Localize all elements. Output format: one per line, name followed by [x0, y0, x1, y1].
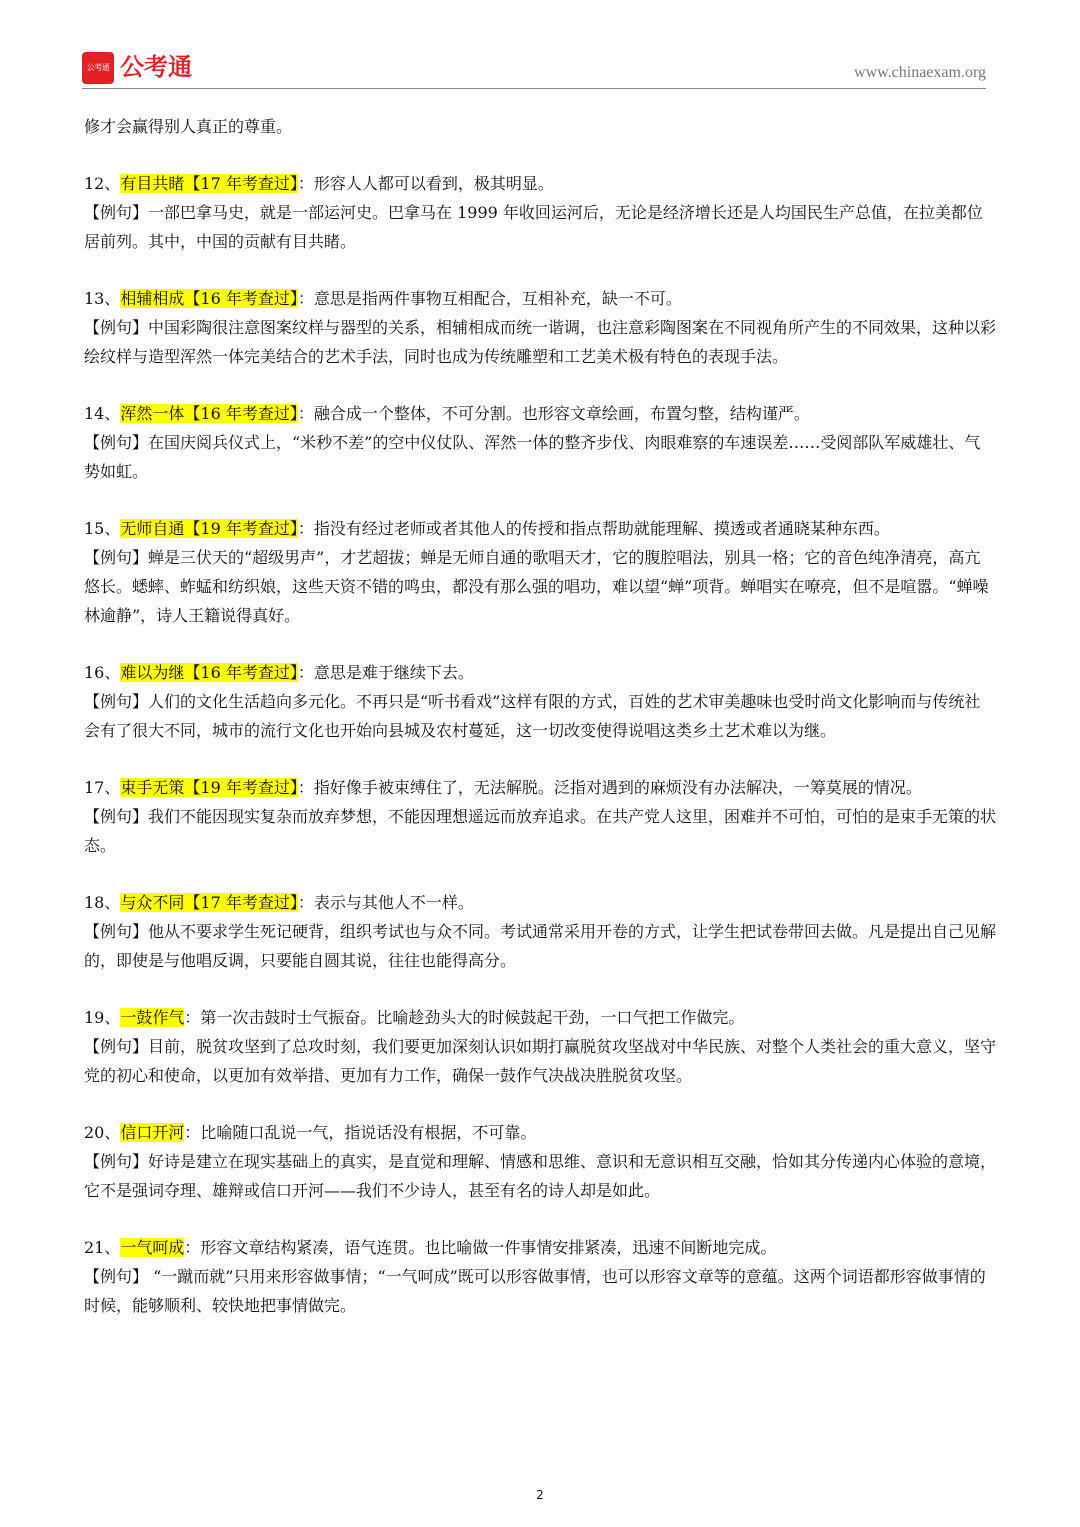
idiom-term: 浑然一体 — [120, 404, 185, 423]
idiom-entry — [84, 658, 996, 745]
idiom-definition: ：意思是指两件事物互相配合，互相补充，缺一不可。 — [297, 289, 682, 308]
idiom-definition: ：比喻随口乱说一气，指说话没有根据，不可靠。 — [184, 1123, 537, 1142]
idiom-entry — [84, 1118, 996, 1205]
idiom-definition-line — [84, 514, 996, 543]
idiom-term: 无师自通 — [120, 519, 185, 538]
idiom-entry — [84, 169, 996, 256]
header-divider — [82, 88, 986, 89]
example-sentence: 【例句】我们不能因现实复杂而放弃梦想，不能因理想遥远而放弃追求。在共产党人这里，困难并不可怕，可怕的是束手无策的状态。 — [84, 807, 997, 855]
idiom-term: 信口开河 — [120, 1123, 185, 1142]
example-sentence: 【例句】人们的文化生活趋向多元化。不再只是“听书看戏”这样有限的方式，百姓的艺术审美趣味也受时尚文化影响而与传统社会有了很大不同，城市的流行文化也开始向县城及农村蔓延，这一切改变使得说唱这类乡土艺术难以为继。 — [84, 692, 981, 740]
idiom-definition: ：指好像手被束缚住了，无法解脱。泛指对遇到的麻烦没有办法解决，一筹莫展的情况。 — [297, 778, 922, 797]
entry-number: 12、 — [84, 174, 121, 193]
entry-number: 16、 — [84, 663, 121, 682]
exam-tag: 【19 年考查过】 — [184, 778, 298, 797]
idiom-definition-line — [84, 658, 996, 687]
idiom-definition: ：意思是难于继续下去。 — [297, 663, 474, 682]
idiom-term: 一鼓作气 — [120, 1008, 185, 1027]
entry-number: 18、 — [84, 893, 121, 912]
logo-icon: 公考通 — [82, 52, 114, 84]
idiom-entry — [84, 514, 996, 630]
idiom-entry — [84, 399, 996, 486]
example-sentence: 【例句】蝉是三伏天的“超级男声”，才艺超拔；蝉是无师自通的歌唱天才，它的腹腔唱法，别具一格；它的音色纯净清亮，高亢悠长。蟋蟀、蚱蜢和纺织娘，这些天资不错的鸣虫，都没有那么强的唱功，难以望“蝉”项背。蝉唱实在嘹亮，但不是喧嚣。“蝉噪林逾静”，诗人王籍说得真好。 — [84, 548, 989, 625]
exam-tag: 【16 年考查过】 — [184, 663, 298, 682]
example-sentence: 【例句】目前，脱贫攻坚到了总攻时刻，我们要更加深刻认识如期打赢脱贫攻坚战对中华民族、对整个人类社会的重大意义，坚守党的初心和使命，以更加有效举措、更加有力工作，确保一鼓作气决战决胜脱贫攻坚。 — [84, 1037, 997, 1085]
idiom-definition: ：融合成一个整体，不可分割。也形容文章绘画，布置匀整，结构谨严。 — [297, 404, 810, 423]
example-sentence: 【例句】在国庆阅兵仪式上，“米秒不差”的空中仪仗队、浑然一体的整齐步伐、肉眼难察的车速误差……受阅部队军威雄壮、气势如虹。 — [84, 433, 981, 481]
idiom-definition: ：形容文章结构紧凑，语气连贯。也比喻做一件事情安排紧凑，迅速不间断地完成。 — [184, 1238, 777, 1257]
idiom-definition-line — [84, 773, 996, 802]
idiom-definition-line — [84, 169, 996, 198]
idiom-definition-line — [84, 1118, 996, 1147]
entry-number: 19、 — [84, 1008, 121, 1027]
entry-number: 20、 — [84, 1123, 121, 1142]
idiom-definition: ：表示与其他人不一样。 — [297, 893, 474, 912]
idiom-list — [84, 169, 996, 1320]
idiom-definition-line — [84, 1233, 996, 1262]
entry-number: 15、 — [84, 519, 121, 538]
idiom-definition: ：指没有经过老师或者其他人的传授和指点帮助就能理解、摸透或者通晓某种东西。 — [297, 519, 890, 538]
document-body — [84, 112, 996, 1320]
idiom-definition-line — [84, 888, 996, 917]
idiom-definition-line — [84, 284, 996, 313]
idiom-definition-line — [84, 1003, 996, 1032]
idiom-entry — [84, 1003, 996, 1090]
exam-tag: 【16 年考查过】 — [184, 404, 298, 423]
idiom-term: 相辅相成 — [120, 289, 185, 308]
idiom-term: 与众不同 — [120, 893, 185, 912]
exam-tag: 【19 年考查过】 — [184, 519, 298, 538]
entry-number: 17、 — [84, 778, 121, 797]
intro-paragraph: 修才会赢得别人真正的尊重。 — [84, 117, 293, 136]
idiom-term: 一气呵成 — [120, 1238, 185, 1257]
idiom-entry — [84, 888, 996, 975]
idiom-entry — [84, 1233, 996, 1320]
page-number: 2 — [536, 1488, 544, 1502]
exam-tag: 【17 年考查过】 — [184, 174, 298, 193]
idiom-entry — [84, 773, 996, 860]
example-sentence: 【例句】 “一蹴而就”只用来形容做事情；“一气呵成”既可以形容做事情，也可以形容文章等的意蕴。这两个词语都形容做事情的时候，能够顺利、较快地把事情做完。 — [84, 1267, 986, 1315]
idiom-term: 束手无策 — [120, 778, 185, 797]
entry-number: 13、 — [84, 289, 121, 308]
example-sentence: 【例句】好诗是建立在现实基础上的真实，是直觉和理解、情感和思维、意识和无意识相互交融，恰如其分传递内心体验的意境，它不是强词夺理、雄辩或信口开河——我们不少诗人，甚至有名的诗人却是如此。 — [84, 1152, 997, 1200]
idiom-entry — [84, 284, 996, 371]
idiom-term: 难以为继 — [120, 663, 185, 682]
logo-text: 公考通 — [120, 53, 192, 81]
idiom-definition-line — [84, 399, 996, 428]
example-sentence: 【例句】他从不要求学生死记硬背，组织考试也与众不同。考试通常采用开卷的方式，让学生把试卷带回去做。凡是提出自己见解的，即使是与他唱反调，只要能自圆其说，往往也能得高分。 — [84, 922, 997, 970]
exam-tag: 【16 年考查过】 — [184, 289, 298, 308]
idiom-term: 有目共睹 — [120, 174, 185, 193]
example-sentence: 【例句】中国彩陶很注意图案纹样与器型的关系，相辅相成而统一谐调，也注意彩陶图案在不同视角所产生的不同效果，这种以彩绘纹样与造型浑然一体完美结合的艺术手法，同时也成为传统雕塑和工艺美术极有特色的表现手法。 — [84, 318, 997, 366]
idiom-definition: ：第一次击鼓时士气振奋。比喻趁劲头大的时候鼓起干劲，一口气把工作做完。 — [184, 1008, 745, 1027]
example-sentence: 【例句】一部巴拿马史，就是一部运河史。巴拿马在 1999 年收回运河后，无论是经济增长还是人均国民生产总值，在拉美都位居前列。其中，中国的贡献有目共睹。 — [84, 203, 983, 251]
entry-number: 21、 — [84, 1238, 121, 1257]
exam-tag: 【17 年考查过】 — [184, 893, 298, 912]
idiom-definition: ：形容人人都可以看到，极其明显。 — [297, 174, 554, 193]
entry-number: 14、 — [84, 404, 121, 423]
website-url[interactable]: www.chinaexam.org — [854, 64, 986, 81]
page-header — [82, 52, 986, 88]
